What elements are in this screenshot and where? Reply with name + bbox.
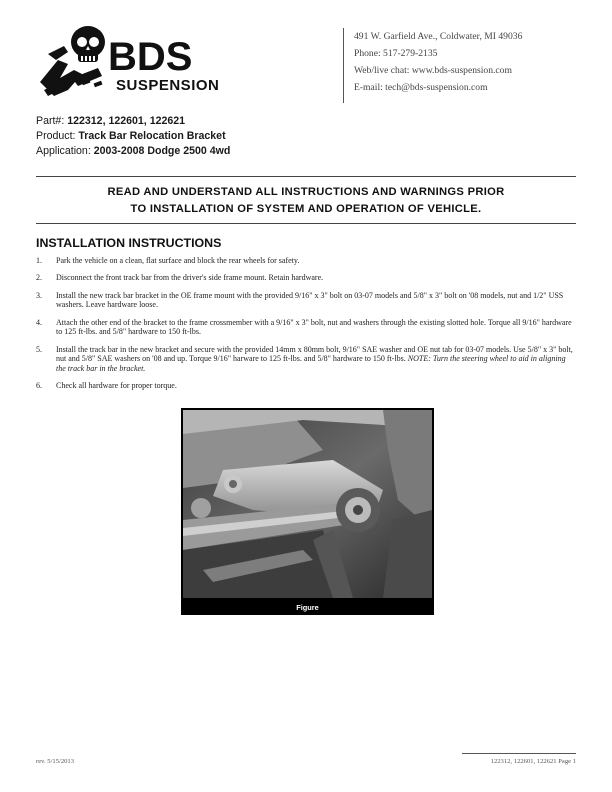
list-item (36, 291, 576, 310)
instructions-heading: INSTALLATION INSTRUCTIONS (36, 236, 222, 250)
svg-text:BDS: BDS (108, 35, 193, 79)
step-number: 2. (36, 273, 42, 283)
instruction-list (36, 256, 576, 399)
warning-line-1: READ AND UNDERSTAND ALL INSTRUCTIONS AND WARNINGS PRIOR (107, 186, 505, 198)
list-item (36, 381, 576, 391)
step-text: Check all hardware for proper torque. (56, 381, 177, 391)
part-label: Part#: (36, 115, 65, 127)
email-link[interactable]: E-mail: tech@bds-suspension.com (354, 82, 488, 93)
application-value: 2003-2008 Dodge 2500 4wd (93, 145, 231, 157)
revision-date: rev. 5/15/2013 (36, 758, 75, 765)
warning-banner (36, 184, 576, 218)
page-footer: 122312, 122601, 122621 Page 1 (462, 753, 576, 765)
step-text: Install the track bar in the new bracket and secure with the provided 14mm x 80mm bolt, 9/16" SAE washer and OE nut tab for 03-07 models. Use 5/8" x 3" bolt, nut and 5/8" SAE washers on '08 and up. Torque 9/16" harware to 125 ft-lbs. and 5/8" hardware to 150 ft-lbs. (56, 344, 573, 364)
divider-top (36, 176, 576, 177)
svg-text:SUSPENSION: SUSPENSION (116, 77, 220, 94)
list-item (36, 256, 576, 266)
step-number: 5. (36, 344, 42, 354)
application-label: Application: (36, 145, 91, 157)
divider-bottom (36, 223, 576, 224)
product-value: Track Bar Relocation Bracket (78, 130, 226, 142)
step-text: Park the vehicle on a clean, flat surface and block the rear wheels for safety. (56, 256, 300, 265)
part-value: 122312, 122601, 122621 (67, 115, 186, 127)
part-meta (36, 114, 356, 159)
warning-line-2: TO INSTALLATION OF SYSTEM AND OPERATION OF VEHICLE. (130, 203, 482, 215)
skull-tire-logo-icon (38, 20, 228, 100)
product-line (36, 129, 356, 144)
bds-logo (38, 20, 228, 100)
product-label: Product: (36, 130, 76, 142)
step-text: Attach the other end of the bracket to the frame crossmember with a 9/16" x 3" bolt, nut and washers through the existing slotted hole. Torque all 9/16" hardware to 125 ft-lbs. and 5/8" hardware to 150 ft-lbs. (56, 317, 572, 337)
phone: Phone: 517-279-2135 (354, 48, 438, 59)
step-text: Install the new track bar bracket in the OE frame mount with the provided 9/16" x 3" bolt on 03-07 models and 5/8" x 3" bolt on '08 models, nut and 1/2" USS washers. Leave hardware loose. (56, 290, 564, 310)
list-item (36, 273, 576, 283)
address: 491 W. Garfield Ave., Coldwater, MI 49036 (354, 31, 523, 42)
contact-block (343, 28, 573, 103)
application-line (36, 144, 356, 159)
web-link[interactable]: Web/live chat: www.bds-suspension.com (354, 65, 512, 76)
list-item (36, 318, 576, 337)
step-number: 6. (36, 381, 42, 391)
step-text: Disconnect the front track bar from the driver's side frame mount. Retain hardware. (56, 273, 324, 283)
installation-figure (181, 408, 434, 615)
figure-caption: Figure (296, 603, 319, 612)
list-item (36, 345, 576, 374)
part-number-line (36, 114, 356, 129)
step-number: 1. (36, 256, 42, 265)
step-number: 4. (36, 317, 42, 327)
track-bar-photo (183, 410, 432, 598)
step-number: 3. (36, 290, 42, 300)
step-note: NOTE: Turn the steering wheel to aid in aligning the track bar in the bracket. (56, 354, 566, 373)
